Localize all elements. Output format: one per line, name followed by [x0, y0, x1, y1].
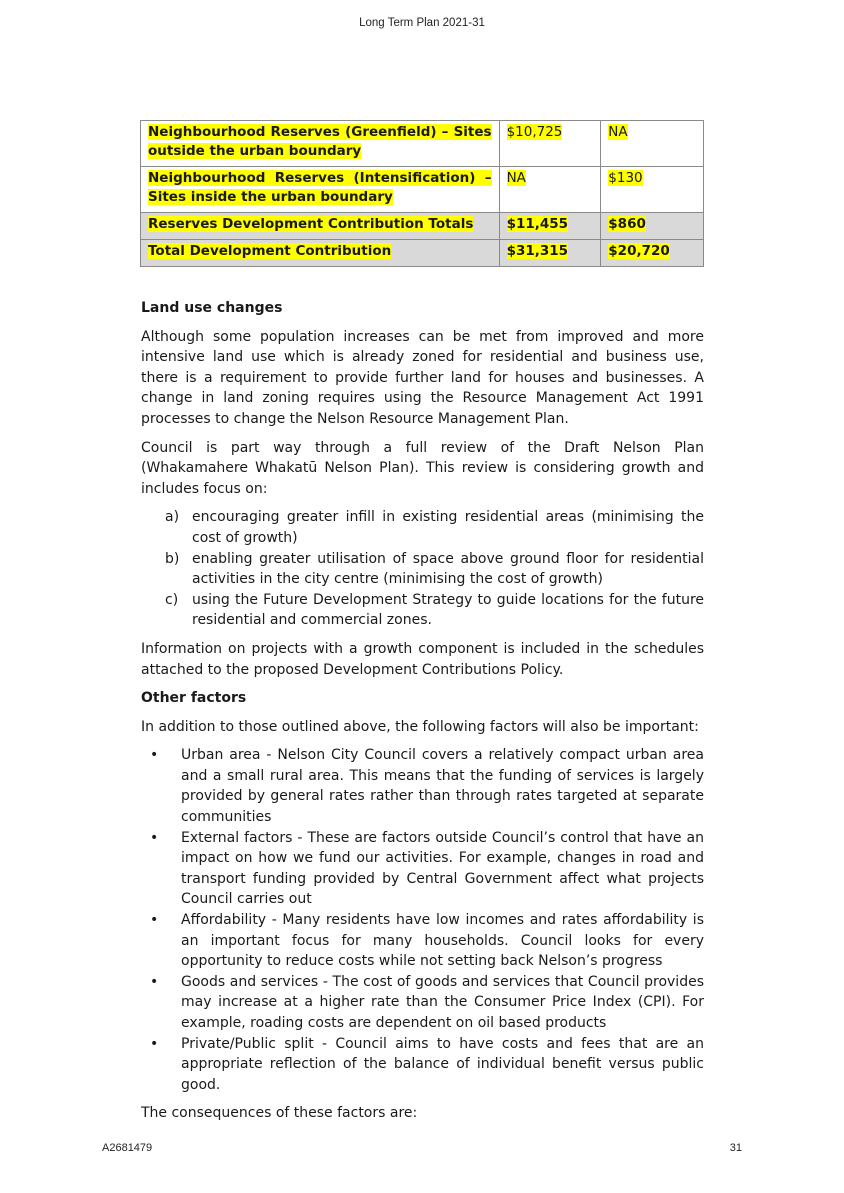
development-contribution-table: [140, 120, 704, 267]
bullet-icon: •: [150, 747, 159, 764]
table-cell: [499, 240, 601, 267]
value-cell: $860: [608, 216, 646, 232]
list-item: [141, 972, 704, 1034]
page-number: 31: [729, 1142, 742, 1154]
value-cell: $20,720: [608, 243, 670, 259]
bullet-icon: •: [150, 829, 159, 846]
list-item: [141, 507, 704, 548]
factors-list: [141, 745, 704, 1095]
list-item-text: Goods and services - The cost of goods and services that Council provides may increase at a higher rate than the Consumer Price Index (CPI). For example, roading costs are dependent on oil based products: [181, 973, 704, 1031]
list-item-text: Urban area - Nelson City Council covers a relatively compact urban area and a small rural area. This means that the funding of services is largely provided by general rates rather than through rates targeted at separate communities: [181, 747, 704, 826]
list-item-text: External factors - These are factors outside Council’s control that have an impact on how we fund our activities. For example, changes in road and transport funding provided by Central Government affect what projects Council carries out: [181, 829, 704, 908]
list-item-text: encouraging greater infill in existing residential areas (minimising the cost of growth): [192, 509, 704, 546]
list-item: [141, 590, 704, 631]
value-cell: $31,315: [506, 243, 569, 259]
table-row: [141, 213, 704, 240]
bullet-icon: •: [150, 1035, 159, 1052]
table-row: [141, 121, 704, 167]
row-label: Total Development Contribution: [148, 243, 392, 259]
paragraph: Council is part way through a full review of the Draft Nelson Plan (Whakamahere Whakatū Nelson Plan). This review is considering growth and includes focus on:: [141, 439, 704, 497]
table-cell: [499, 213, 601, 240]
table-cell: [601, 121, 704, 167]
list-marker: b): [165, 550, 180, 567]
table-cell: [141, 240, 500, 267]
value-cell: NA: [506, 170, 526, 186]
value-cell: $11,455: [506, 216, 569, 232]
bullet-icon: •: [150, 912, 159, 929]
table-cell: [601, 167, 704, 213]
paragraph: The consequences of these factors are:: [141, 1105, 418, 1122]
table-cell: [499, 167, 601, 213]
list-marker: a): [165, 509, 180, 526]
value-cell: $130: [608, 170, 643, 186]
list-item-text: Affordability - Many residents have low incomes and rates affordability is an important focus for many households. Council looks for every opportunity to reduce costs while not setting back Nelson’s progress: [181, 912, 704, 970]
paragraph: Information on projects with a growth component is included in the schedules attached to the proposed Development Contributions Policy.: [141, 640, 704, 678]
table-cell: [601, 240, 704, 267]
list-marker: c): [165, 591, 179, 608]
table-cell: [141, 121, 500, 167]
list-item: [141, 910, 704, 972]
list-item: [141, 549, 704, 590]
document-reference: A2681479: [102, 1142, 153, 1154]
table-cell: [141, 213, 500, 240]
bullet-icon: •: [150, 973, 159, 990]
list-item: [141, 745, 704, 827]
list-item-text: enabling greater utilisation of space above ground floor for residential activities in the city centre (minimising the cost of growth): [192, 550, 704, 588]
list-item: [141, 828, 704, 910]
section-heading: Land use changes: [141, 300, 283, 316]
paragraph: In addition to those outlined above, the following factors will also be important:: [141, 718, 699, 735]
table-cell: [601, 213, 704, 240]
paragraph: Although some population increases can be met from improved and more intensive land use which is already zoned for residential and business use, there is a requirement to provide further land for houses and businesses. A change in land zoning requires using the Resource Management Act 1991 processes to change the Nelson Resource Management Plan.: [141, 328, 704, 427]
body-text: [141, 298, 704, 1132]
page-header: Long Term Plan 2021-31: [359, 17, 485, 29]
list-item-text: Private/Public split - Council aims to have costs and fees that are an appropriate reflection of the balance of individual benefit versus public good.: [181, 1035, 704, 1093]
section-heading: Other factors: [141, 690, 247, 707]
list-item: [141, 1034, 704, 1096]
table-cell: [499, 121, 601, 167]
table-cell: [141, 167, 500, 213]
table-row: [141, 167, 704, 213]
row-label: Neighbourhood Reserves (Greenfield) – Sites outside the urban boundary: [148, 124, 492, 159]
table-row: [141, 240, 704, 267]
list-item-text: using the Future Development Strategy to guide locations for the future residential and commercial zones.: [192, 591, 704, 629]
focus-list: [141, 507, 704, 631]
row-label: Reserves Development Contribution Totals: [148, 216, 474, 232]
row-label: Neighbourhood Reserves (Intensification) – Sites inside the urban boundary: [148, 170, 492, 205]
value-cell: $10,725: [506, 124, 563, 140]
value-cell: NA: [608, 124, 628, 140]
